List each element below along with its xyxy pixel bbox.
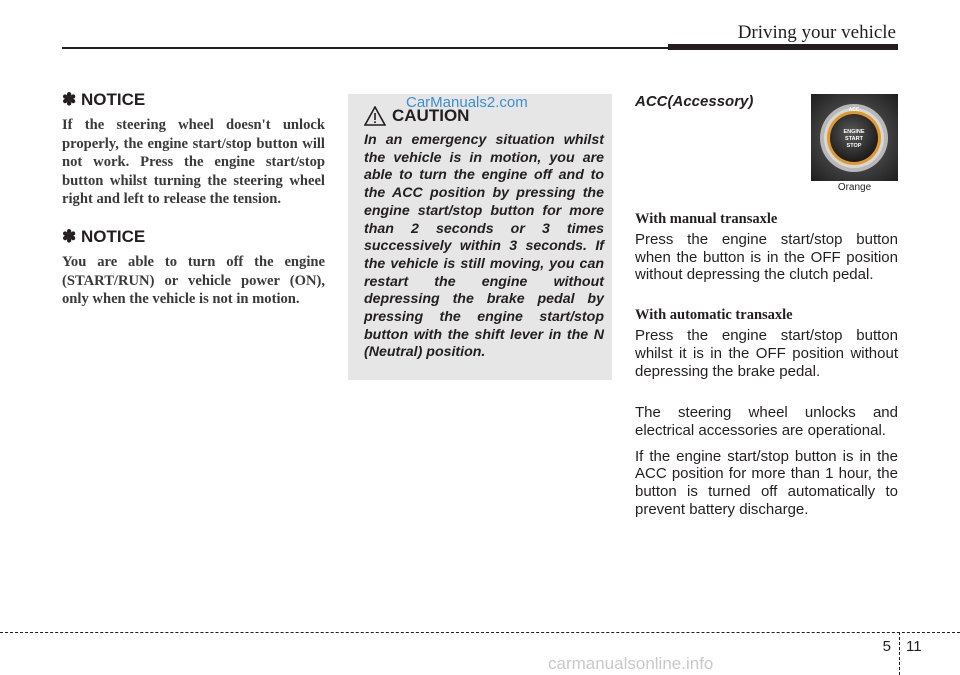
caution-title: CAUTION bbox=[392, 106, 470, 125]
footer-divider bbox=[899, 632, 900, 675]
paragraph: The steering wheel unlocks and electrical accessories are operational. bbox=[635, 404, 898, 439]
svg-text:ENGINE: ENGINE bbox=[843, 129, 865, 135]
notice-title: ✽ NOTICE bbox=[62, 226, 146, 246]
paragraph: Press the engine start/stop button when the button is in the OFF position without depressing the clutch pedal. bbox=[635, 231, 898, 284]
paragraph: If the engine start/stop button is in the ACC position for more than 1 hour, the button is turned off automatically to prevent battery discharge. bbox=[635, 447, 898, 518]
paragraph: Press the engine start/stop button whilst it is in the OFF position without depressing the brake pedal. bbox=[635, 327, 898, 380]
warning-triangle-icon bbox=[364, 106, 386, 126]
section-title: ACC(Accessory) bbox=[635, 93, 754, 110]
watermark-text: CarManuals2.com bbox=[406, 94, 528, 111]
left-column bbox=[62, 90, 325, 309]
caution-body: In an emergency situation whilst the vehicle is in motion, you are able to turn the engine off and to the ACC position by pressing the engine start/stop button for more than 2 seconds or 3 times successively within 3 seconds. If the vehicle is still moving, you can restart the engine without depressing the brake pedal by pressing the engine start/stop button with the shift lever in the N (Neutral) position. bbox=[364, 132, 604, 361]
notice-body: You are able to turn off the engine (START/RUN) or vehicle power (ON), only when the vehicle is not in motion. bbox=[62, 253, 325, 308]
site-watermark: carmanualsonline.info bbox=[548, 654, 714, 673]
notice-body: If the steering wheel doesn't unlock properly, the engine start/stop button will not work. Press the engine start/stop button whilst turning the steering wheel right and left to release the tension. bbox=[62, 117, 325, 208]
header-rule-accent bbox=[668, 44, 898, 50]
engine-start-button-image bbox=[811, 94, 898, 181]
page-header-title: Driving your vehicle bbox=[737, 22, 896, 43]
footer-rule bbox=[0, 632, 960, 633]
svg-text:START: START bbox=[845, 136, 863, 142]
notice-title: ✽ NOTICE bbox=[62, 90, 146, 109]
subsection-heading: With automatic transaxle bbox=[635, 307, 793, 324]
caution-box bbox=[348, 94, 612, 380]
photo-caption: Orange bbox=[837, 182, 872, 193]
chapter-number: 5 bbox=[882, 638, 891, 655]
page-number: 11 bbox=[906, 638, 922, 655]
subsection-heading: With manual transaxle bbox=[635, 211, 778, 227]
svg-text:ACC: ACC bbox=[848, 107, 860, 113]
svg-text:STOP: STOP bbox=[846, 143, 862, 149]
start-button-photo bbox=[811, 94, 898, 194]
